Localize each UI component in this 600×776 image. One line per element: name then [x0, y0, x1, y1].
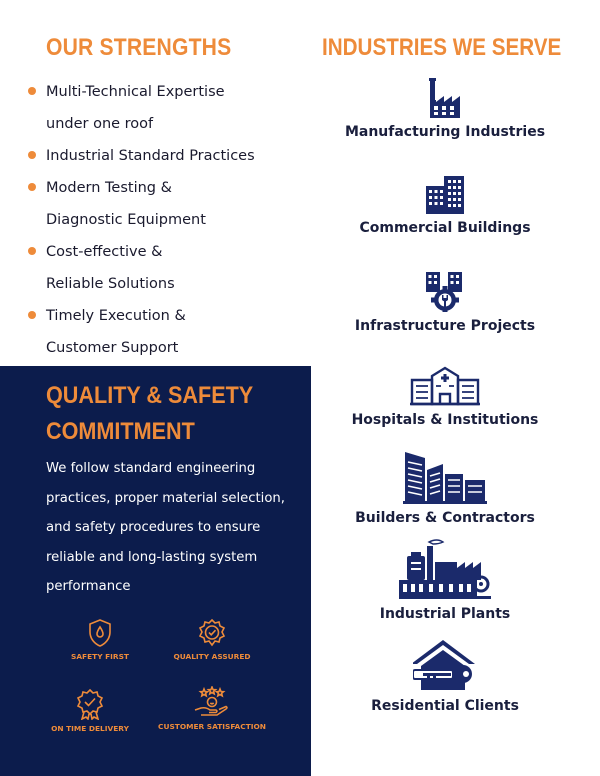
- strength-item: [28, 76, 298, 140]
- infrastructure-gear-icon: [422, 272, 468, 312]
- industry-hospitals: [330, 366, 560, 428]
- bullet-icon: [28, 247, 36, 255]
- industry-label: Residential Clients: [371, 698, 519, 714]
- industry-residential: [330, 640, 560, 714]
- strengths-title: OUR STRENGTHS: [46, 34, 232, 61]
- badge-customer-satisfaction: [152, 686, 272, 731]
- customer-hand-icon: [192, 686, 232, 718]
- industry-manufacturing: [330, 78, 560, 140]
- shield-icon: [87, 618, 113, 648]
- quality-title-line: QUALITY & SAFETY: [46, 382, 254, 409]
- badge-label: CUSTOMER SATISFACTION: [158, 722, 266, 731]
- badge-on-time-delivery: [30, 688, 150, 733]
- strength-line: Diagnostic Equipment: [46, 212, 206, 228]
- quality-title-line: COMMITMENT: [46, 418, 195, 445]
- strength-item: [28, 300, 298, 364]
- strength-item: [28, 172, 298, 236]
- industry-label: Commercial Buildings: [359, 220, 531, 236]
- industrial-plant-icon: [399, 538, 491, 600]
- bullet-icon: [28, 311, 36, 319]
- badge-safety-first: [40, 618, 160, 661]
- bullet-icon: [28, 183, 36, 191]
- strength-line: Customer Support: [46, 340, 179, 356]
- strength-item: [28, 140, 298, 172]
- quality-seal-icon: [197, 618, 227, 648]
- hospital-icon: [410, 366, 480, 406]
- strength-line: under one roof: [46, 116, 154, 132]
- badge-label: QUALITY ASSURED: [173, 652, 251, 661]
- strength-item: [28, 236, 298, 300]
- strength-line: Timely Execution &: [46, 308, 186, 324]
- quality-text: We follow standard engineering practices, proper material selection, and safety procedures to ensure reliable and long-lasting system performance: [46, 461, 285, 594]
- house-key-icon: [413, 640, 477, 692]
- bullet-icon: [28, 87, 36, 95]
- badge-label: SAFETY FIRST: [71, 652, 129, 661]
- industry-label: Builders & Contractors: [355, 510, 535, 526]
- city-buildings-icon: [403, 450, 487, 504]
- bullet-icon: [28, 151, 36, 159]
- industry-plants: [330, 538, 560, 622]
- delivery-badge-icon: [75, 688, 105, 720]
- strength-line: Modern Testing &: [46, 180, 172, 196]
- strength-line: Cost-effective &: [46, 244, 163, 260]
- industry-label: Infrastructure Projects: [354, 318, 536, 334]
- strength-line: Industrial Standard Practices: [46, 148, 255, 164]
- industry-builders: [330, 450, 560, 526]
- industry-infrastructure: [330, 272, 560, 334]
- industry-label: Manufacturing Industries: [344, 124, 546, 140]
- industry-label: Hospitals & Institutions: [351, 412, 539, 428]
- factory-icon: [428, 78, 462, 118]
- badge-label: ON TIME DELIVERY: [51, 724, 129, 733]
- industries-title: INDUSTRIES WE SERVE: [322, 34, 562, 61]
- quality-title: [46, 378, 253, 450]
- strength-line: Reliable Solutions: [46, 276, 175, 292]
- industry-label: Industrial Plants: [379, 606, 511, 622]
- industry-commercial: [330, 176, 560, 236]
- office-building-icon: [426, 176, 464, 214]
- strength-line: Multi-Technical Expertise: [46, 84, 225, 100]
- badge-quality-assured: [152, 618, 272, 661]
- strengths-list: [28, 76, 298, 364]
